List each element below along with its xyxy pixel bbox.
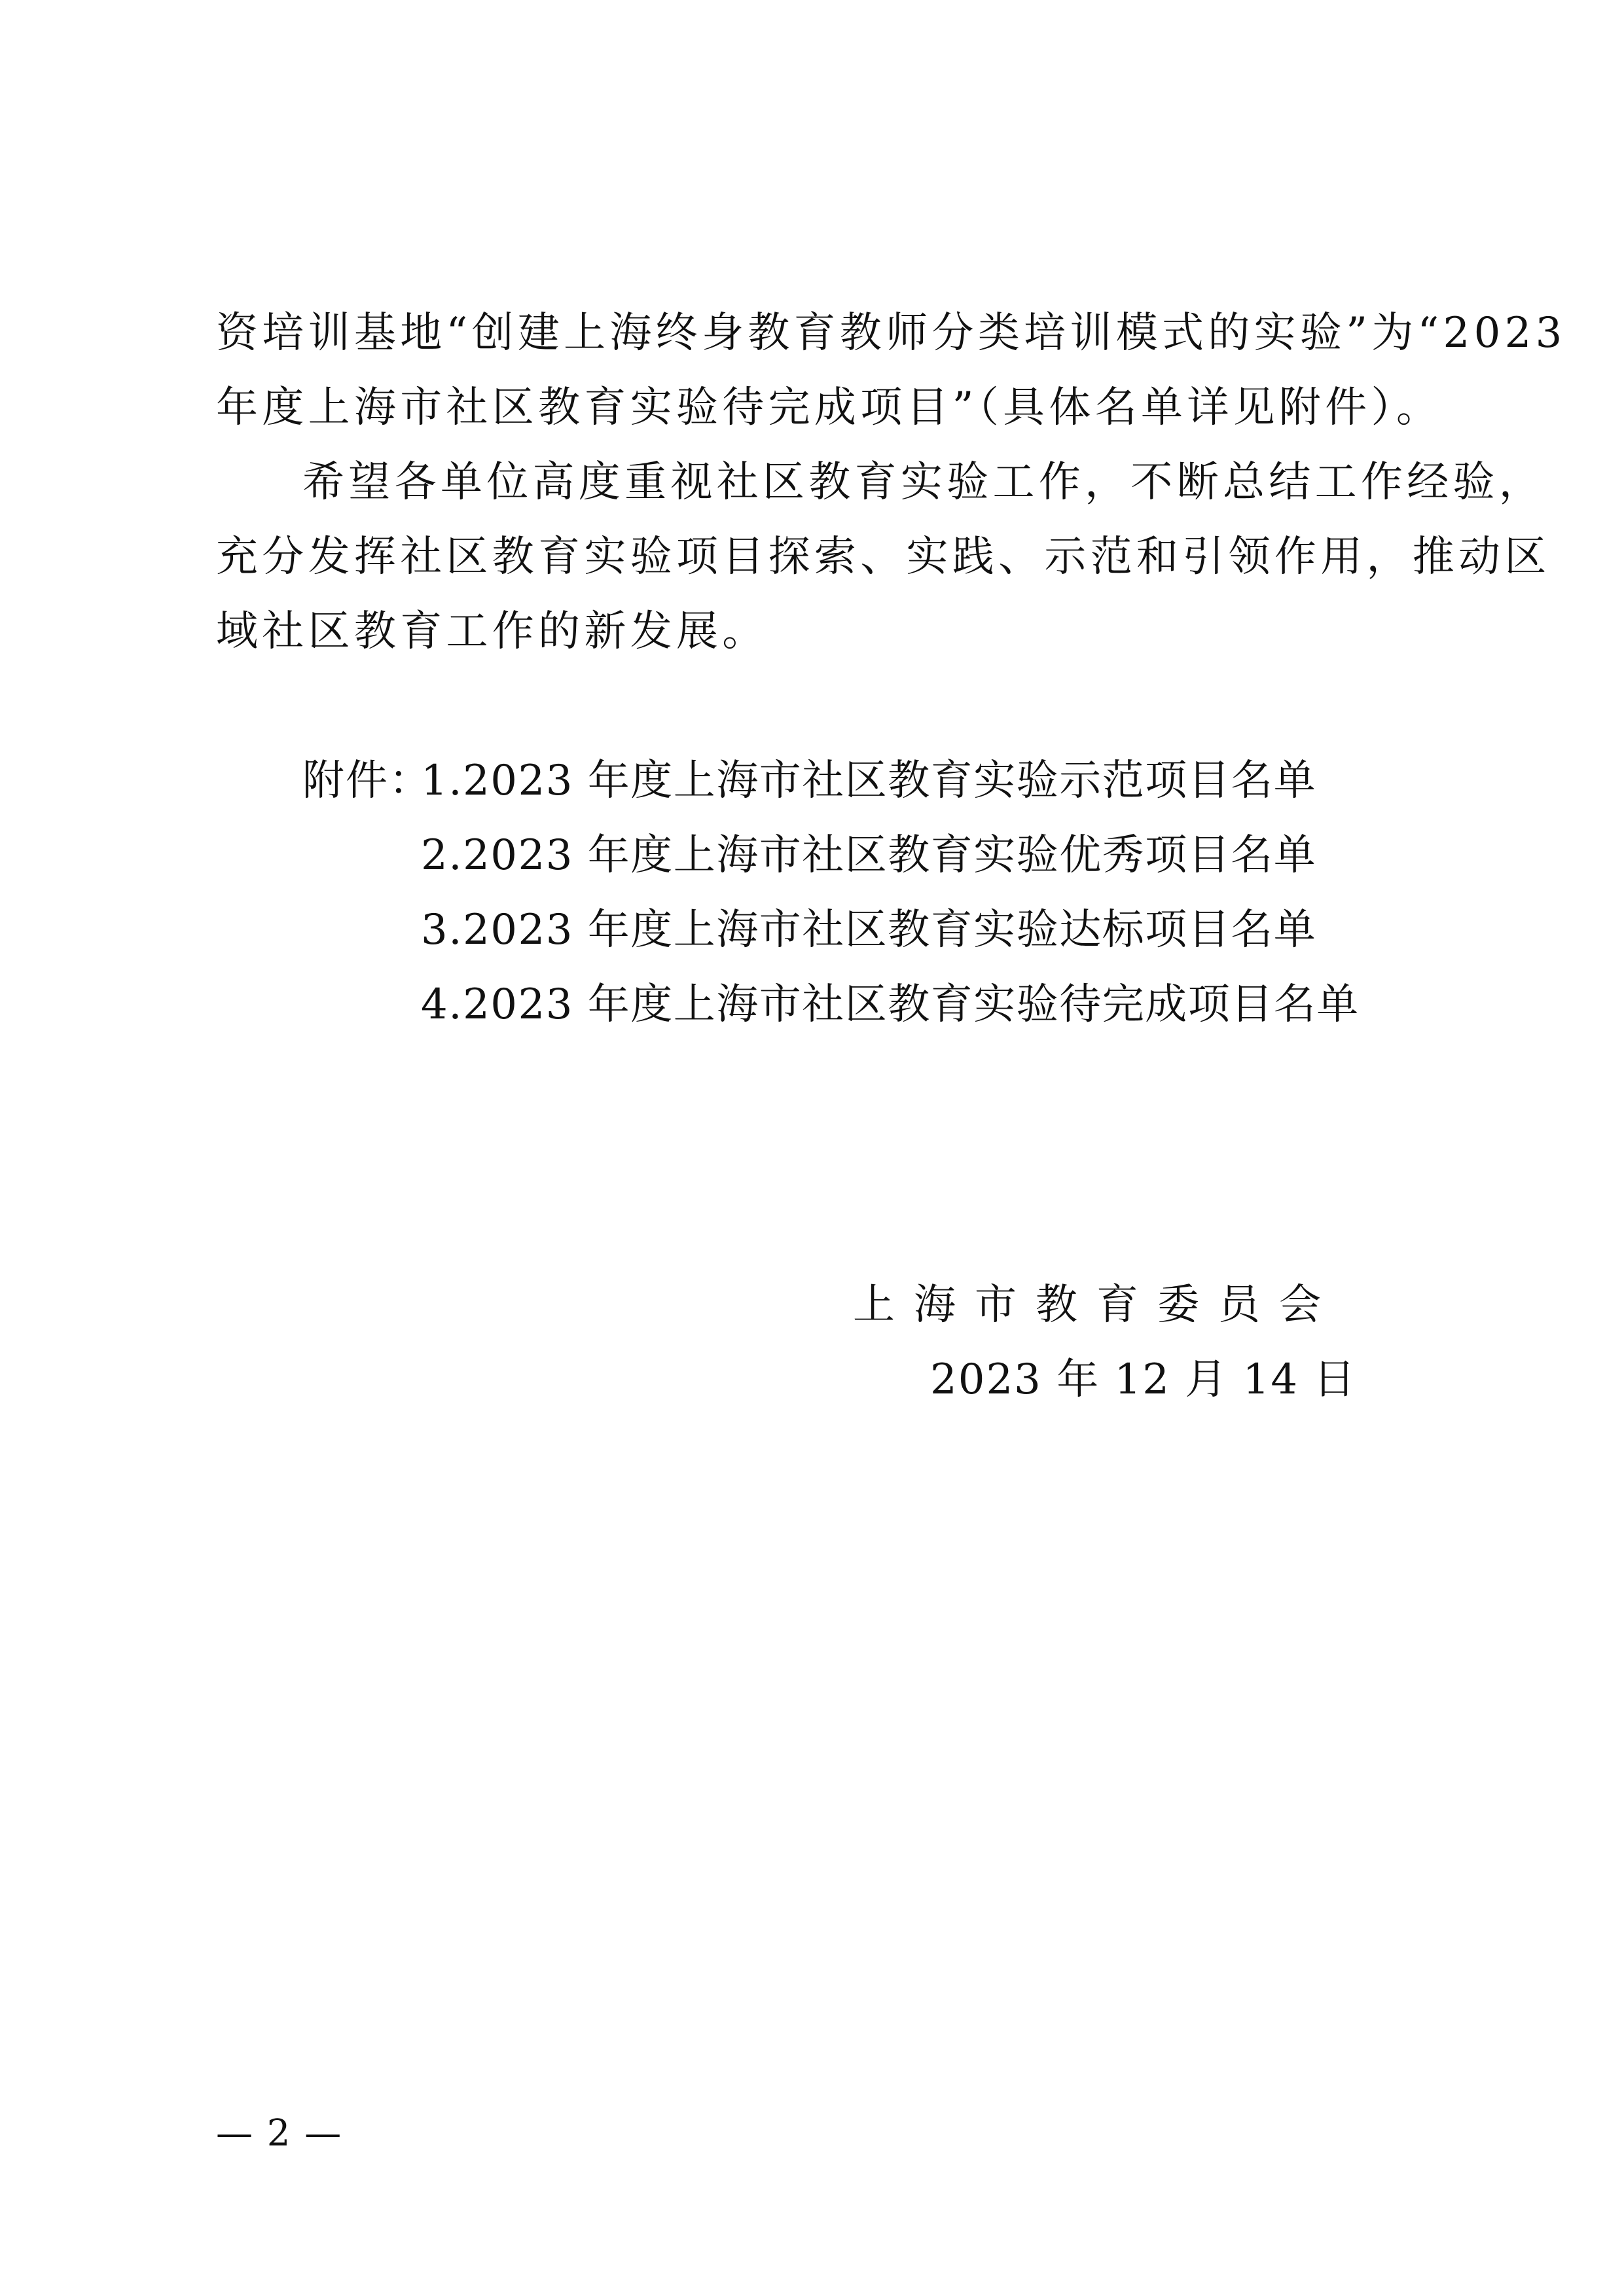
page-number: — 2 — — [216, 2112, 343, 2155]
attachment-item-1: 1.2023 年度上海市社区教育实验示范项目名单 — [421, 757, 1317, 805]
attachment-item-3: 3.2023 年度上海市社区教育实验达标项目名单 — [421, 906, 1317, 954]
attachments-label: 附件： — [302, 757, 432, 805]
attachment-item-4: 4.2023 年度上海市社区教育实验待完成项目名单 — [421, 980, 1360, 1029]
signature-organization: 上海市教育委员会 — [853, 1281, 1340, 1329]
paragraph-1-line-2: 年度上海市社区教育实验待完成项目”（具体名单详见附件）。 — [216, 384, 1443, 432]
attachment-item-2: 2.2023 年度上海市社区教育实验优秀项目名单 — [421, 831, 1317, 880]
signature-date: 2023 年 12 月 14 日 — [930, 1355, 1357, 1404]
paragraph-1-line-1: 资培训基地“创建上海终身教育教师分类培训模式的实验”为“2023 — [216, 309, 1566, 357]
paragraph-2-line-3: 域社区教育工作的新发展。 — [216, 607, 768, 656]
paragraph-2-line-1: 希望各单位高度重视社区教育实验工作，不断总结工作经验， — [302, 458, 1545, 507]
paragraph-2-line-2: 充分发挥社区教育实验项目探索、实践、示范和引领作用，推动区 — [216, 533, 1551, 581]
